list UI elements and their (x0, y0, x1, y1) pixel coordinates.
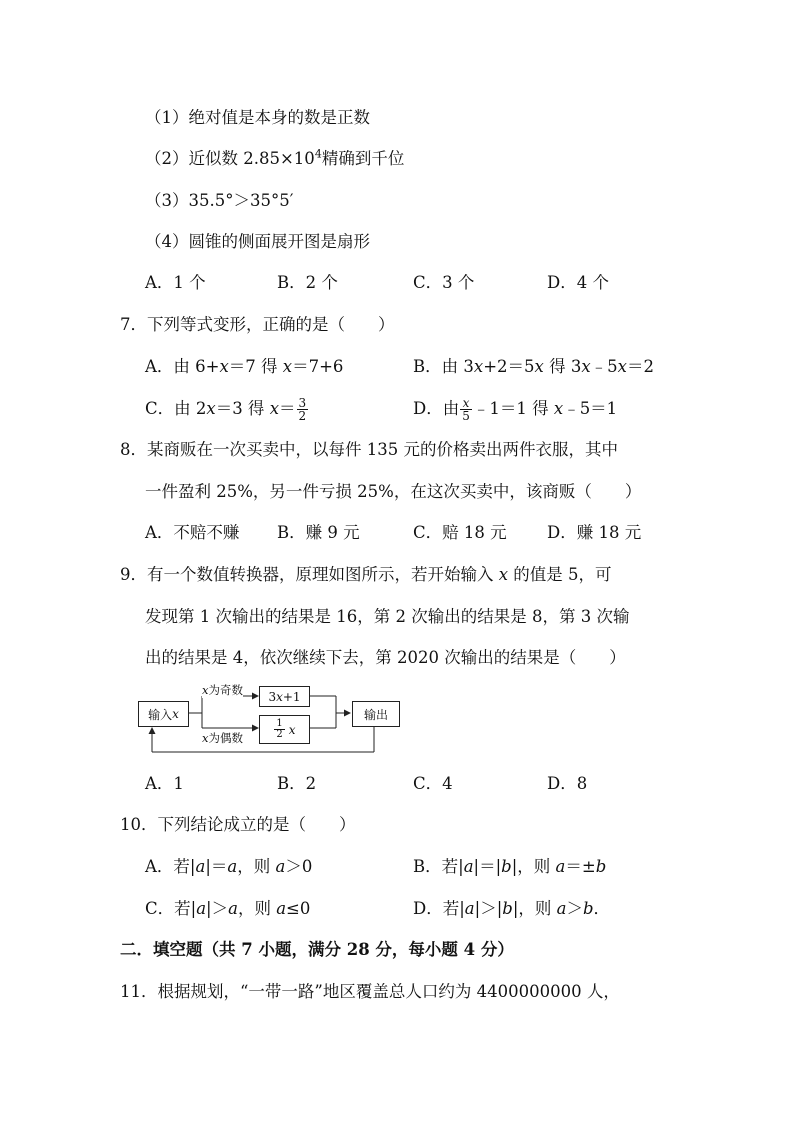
q6-item-2-prefix: （2）近似数 2.85×10 (145, 149, 315, 168)
odd-branch-text: 为奇数 (208, 683, 243, 697)
q10-c-text: ，则 (237, 899, 277, 918)
q10-d-text: |＞| (474, 899, 503, 918)
fraction-denominator: 2 (298, 409, 307, 423)
q7-d-text: ﹣1＝1 得 (472, 399, 554, 418)
q7-b-text: 得 3 (543, 357, 582, 376)
q10-d-var: b (582, 899, 594, 918)
q8-option-a: A．不赔不赚 (145, 523, 240, 542)
q7-a-text: A．由 6+ (145, 357, 220, 376)
q6-option-b: B．2 个 (277, 273, 338, 292)
q10-b-var: a (463, 857, 474, 876)
q10-option-c (145, 898, 310, 920)
fraction-denominator: 2 (276, 729, 283, 740)
q7-c-fraction (297, 397, 309, 422)
q9-option-b: B．2 (277, 774, 317, 793)
q7-c-var: x (206, 399, 216, 418)
input-box-label: 输入 (148, 707, 173, 722)
q10-b-var: b (501, 857, 512, 876)
q6-item-2-suffix: 精确到千位 (321, 149, 405, 168)
q10-b-text: ＝± (565, 857, 596, 876)
q10-d-text: D．若| (413, 899, 465, 918)
number-converter-diagram (138, 682, 402, 754)
q6-item-2 (145, 148, 404, 170)
section-heading-fill-in: 二．填空题（共 7 小题，满分 28 分，每小题 4 分） (120, 940, 514, 959)
q10-a-text: ，则 (237, 857, 276, 876)
q10-b-text: |＝| (473, 857, 502, 876)
q7-option-a (145, 356, 343, 378)
q10-d-var: a (464, 899, 475, 918)
q7-b-var: x (473, 357, 484, 376)
q7-d-var: x (553, 399, 564, 418)
q8-stem-line-1: 8．某商贩在一次买卖中，以每件 135 元的价格卖出两件衣服，其中 (120, 440, 618, 459)
q7-d-text: ﹣5＝1 (563, 399, 618, 418)
q7-b-var: x (534, 357, 544, 376)
q10-option-b (413, 856, 606, 878)
q9-text: 9．有一个数值转换器，原理如图所示，若开始输入 (120, 565, 499, 584)
q9-stem-line-1 (120, 564, 612, 586)
q9-option-d: D．8 (547, 774, 588, 793)
q7-d-text: D．由 (413, 399, 460, 418)
q10-c-text: |＞ (206, 899, 229, 918)
q6-option-d: D．4 个 (547, 273, 609, 292)
q8-option-c: C．赔 18 元 (413, 523, 507, 542)
even-branch-var: x (202, 731, 209, 745)
q10-b-var: b (595, 857, 607, 876)
q7-c-var: x (269, 399, 279, 418)
odd-branch-var: x (202, 683, 209, 697)
q7-b-var: x (581, 357, 591, 376)
q7-d-fraction (460, 397, 472, 422)
q8-option-b: B．赚 9 元 (277, 523, 360, 542)
q7-option-d (413, 397, 617, 422)
even-branch-text: 为偶数 (208, 731, 243, 745)
q10-a-var: a (275, 857, 286, 876)
q7-option-b (413, 356, 654, 378)
q7-a-text: ＝7 得 (228, 357, 283, 376)
fraction-numerator: x (460, 397, 472, 410)
q10-d-text: |，则 (512, 899, 557, 918)
q7-b-text: B．由 3 (413, 357, 474, 376)
odd-expr-text: +1 (282, 689, 301, 704)
q9-option-c: C．4 (413, 774, 453, 793)
q10-b-var: a (555, 857, 566, 876)
q7-c-text: C．由 2 (145, 399, 207, 418)
q6-item-4: （4）圆锥的侧面展开图是扇形 (145, 232, 370, 251)
q6-option-c: C．3 个 (413, 273, 475, 292)
q9-text: 的值是 5，可 (508, 565, 612, 584)
input-box-var: x (172, 707, 179, 721)
even-expr-var: x (288, 722, 296, 737)
odd-expr-text: 3 (268, 689, 277, 704)
q10-a-text: |＝ (205, 857, 228, 876)
input-box (138, 701, 189, 727)
output-box-label: 输出 (363, 707, 388, 722)
q10-a-var: a (195, 857, 206, 876)
q11-stem-line-1: 11．根据规划，“一带一路”地区覆盖总人口约为 4400000000 人， (120, 982, 620, 1001)
q7-option-c (145, 397, 309, 422)
q10-c-text: C．若| (145, 899, 197, 918)
q9-var: x (498, 565, 509, 584)
q7-b-text: ＝2 (626, 357, 654, 376)
q10-b-text: |，则 (511, 857, 556, 876)
q7-b-text: +2＝5 (483, 357, 535, 376)
q9-stem-line-3: 出的结果是 4，依次继续下去，第 2020 次输出的结果是（ ） (145, 648, 626, 667)
q7-a-text: ＝7+6 (292, 357, 344, 376)
q10-b-text: B．若| (413, 857, 464, 876)
q6-item-1: （1）绝对值是本身的数是正数 (145, 108, 370, 127)
q7-c-text: ＝ (279, 399, 296, 418)
fraction-denominator: 5 (462, 409, 470, 423)
q10-d-text: ． (593, 899, 611, 918)
q7-c-text: ＝3 得 (215, 399, 270, 418)
q10-c-var: a (228, 899, 238, 918)
q10-stem: 10．下列结论成立的是（ ） (120, 815, 356, 834)
q10-option-d (413, 898, 610, 920)
q8-stem-line-2: 一件盈利 25%，另一件亏损 25%，在这次买卖中，该商贩（ ） (145, 482, 642, 501)
odd-operation-box (259, 686, 310, 707)
q7-b-var: x (617, 357, 627, 376)
q6-option-a: A．1 个 (145, 273, 206, 292)
q7-a-var: x (282, 357, 293, 376)
odd-expr-var: x (276, 689, 283, 704)
fraction-numerator: 1 (276, 718, 283, 729)
q7-stem: 7．下列等式变形，正确的是（ ） (120, 315, 395, 334)
even-operation-box (259, 715, 310, 744)
q6-item-3: （3）35.5°＞35°5′ (145, 191, 294, 210)
q10-option-a (145, 856, 312, 878)
q10-a-text: A．若| (145, 857, 196, 876)
q10-c-var: a (276, 899, 287, 918)
q10-c-text: ≤0 (286, 899, 311, 918)
even-branch-label (202, 730, 243, 746)
q10-d-var: b (502, 899, 513, 918)
q9-stem-line-2: 发现第 1 次输出的结果是 16，第 2 次输出的结果是 8，第 3 次输 (145, 607, 630, 626)
q9-option-a: A．1 (145, 774, 184, 793)
even-expr-fraction (274, 719, 284, 740)
q7-b-text: ﹣5 (590, 357, 618, 376)
q10-a-text: ＞0 (285, 857, 313, 876)
q10-d-var: a (556, 899, 567, 918)
fraction-numerator: 3 (298, 396, 307, 410)
q10-a-var: a (227, 857, 238, 876)
q10-d-text: ＞ (566, 899, 583, 918)
q7-a-var: x (219, 357, 229, 376)
q10-c-var: a (196, 899, 207, 918)
q8-option-d: D．赚 18 元 (547, 523, 642, 542)
odd-branch-label (202, 682, 243, 698)
output-box (352, 701, 400, 727)
q6-item-2-exponent: 4 (314, 147, 322, 161)
